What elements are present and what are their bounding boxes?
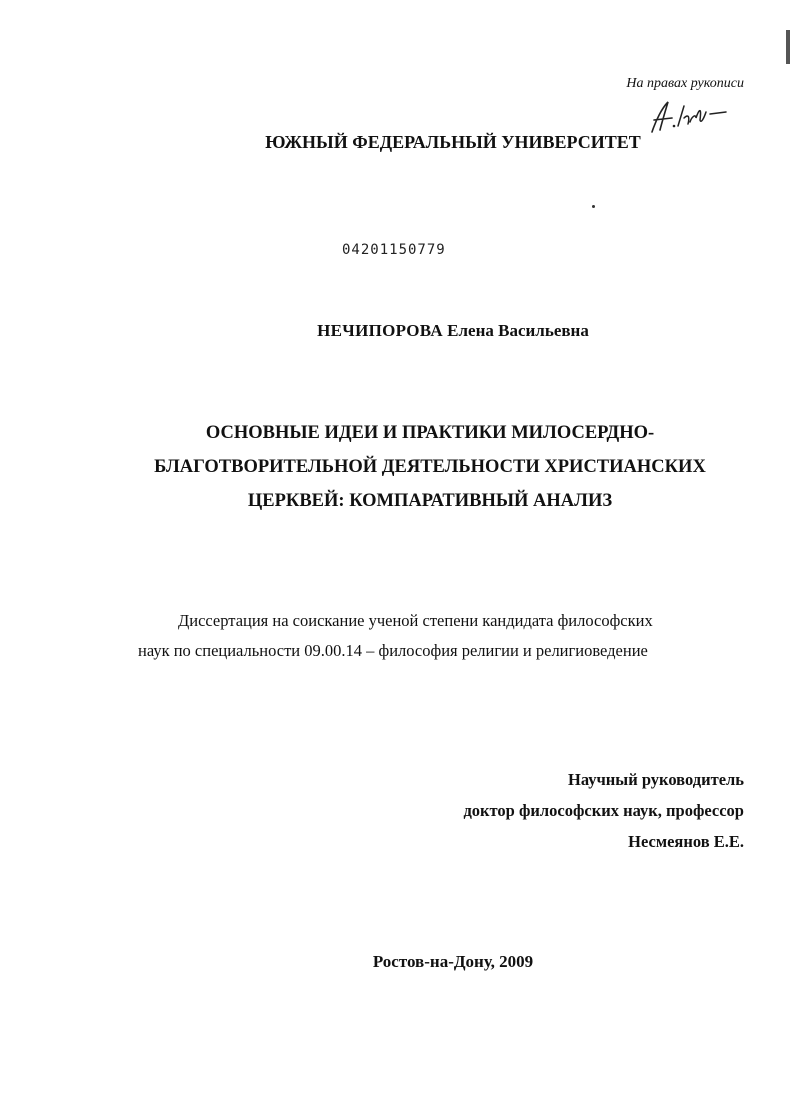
author-name xyxy=(0,321,796,341)
city-year: Ростов-на-Дону, 2009 xyxy=(372,952,534,971)
registration-code: 04201150779 xyxy=(342,242,446,258)
dissertation-description xyxy=(138,606,738,666)
supervisor-degree: доктор философских наук, профессор xyxy=(463,801,744,820)
rights-note: На правах рукописи xyxy=(626,76,744,91)
title-line: БЛАГОТВОРИТЕЛЬНОЙ ДЕЯТЕЛЬНОСТИ ХРИСТИАНСКИХ xyxy=(154,457,706,477)
title-line: ОСНОВНЫЕ ИДЕИ И ПРАКТИКИ МИЛОСЕРДНО- xyxy=(205,423,655,443)
supervisor-block xyxy=(463,764,744,857)
author-given-names: Елена Васильевна xyxy=(447,321,589,340)
university-name: ЮЖНЫЙ ФЕДЕРАЛЬНЫЙ УНИВЕРСИТЕТ xyxy=(265,132,641,152)
description-line: Диссертация на соискание ученой степени кандидата философских xyxy=(178,611,653,630)
scan-edge-mark xyxy=(786,30,790,64)
dissertation-title xyxy=(100,416,760,518)
supervisor-role: Научный руководитель xyxy=(568,770,744,789)
author-surname: НЕЧИПОРОВА xyxy=(317,321,443,340)
title-line: ЦЕРКВЕЙ: КОМПАРАТИВНЫЙ АНАЛИЗ xyxy=(247,491,613,511)
description-line: наук по специальности 09.00.14 – философия религии и религиоведение xyxy=(138,641,648,660)
supervisor-name: Несмеянов Е.Е. xyxy=(628,832,744,851)
signature-icon xyxy=(638,96,728,136)
scan-speck xyxy=(592,205,595,208)
